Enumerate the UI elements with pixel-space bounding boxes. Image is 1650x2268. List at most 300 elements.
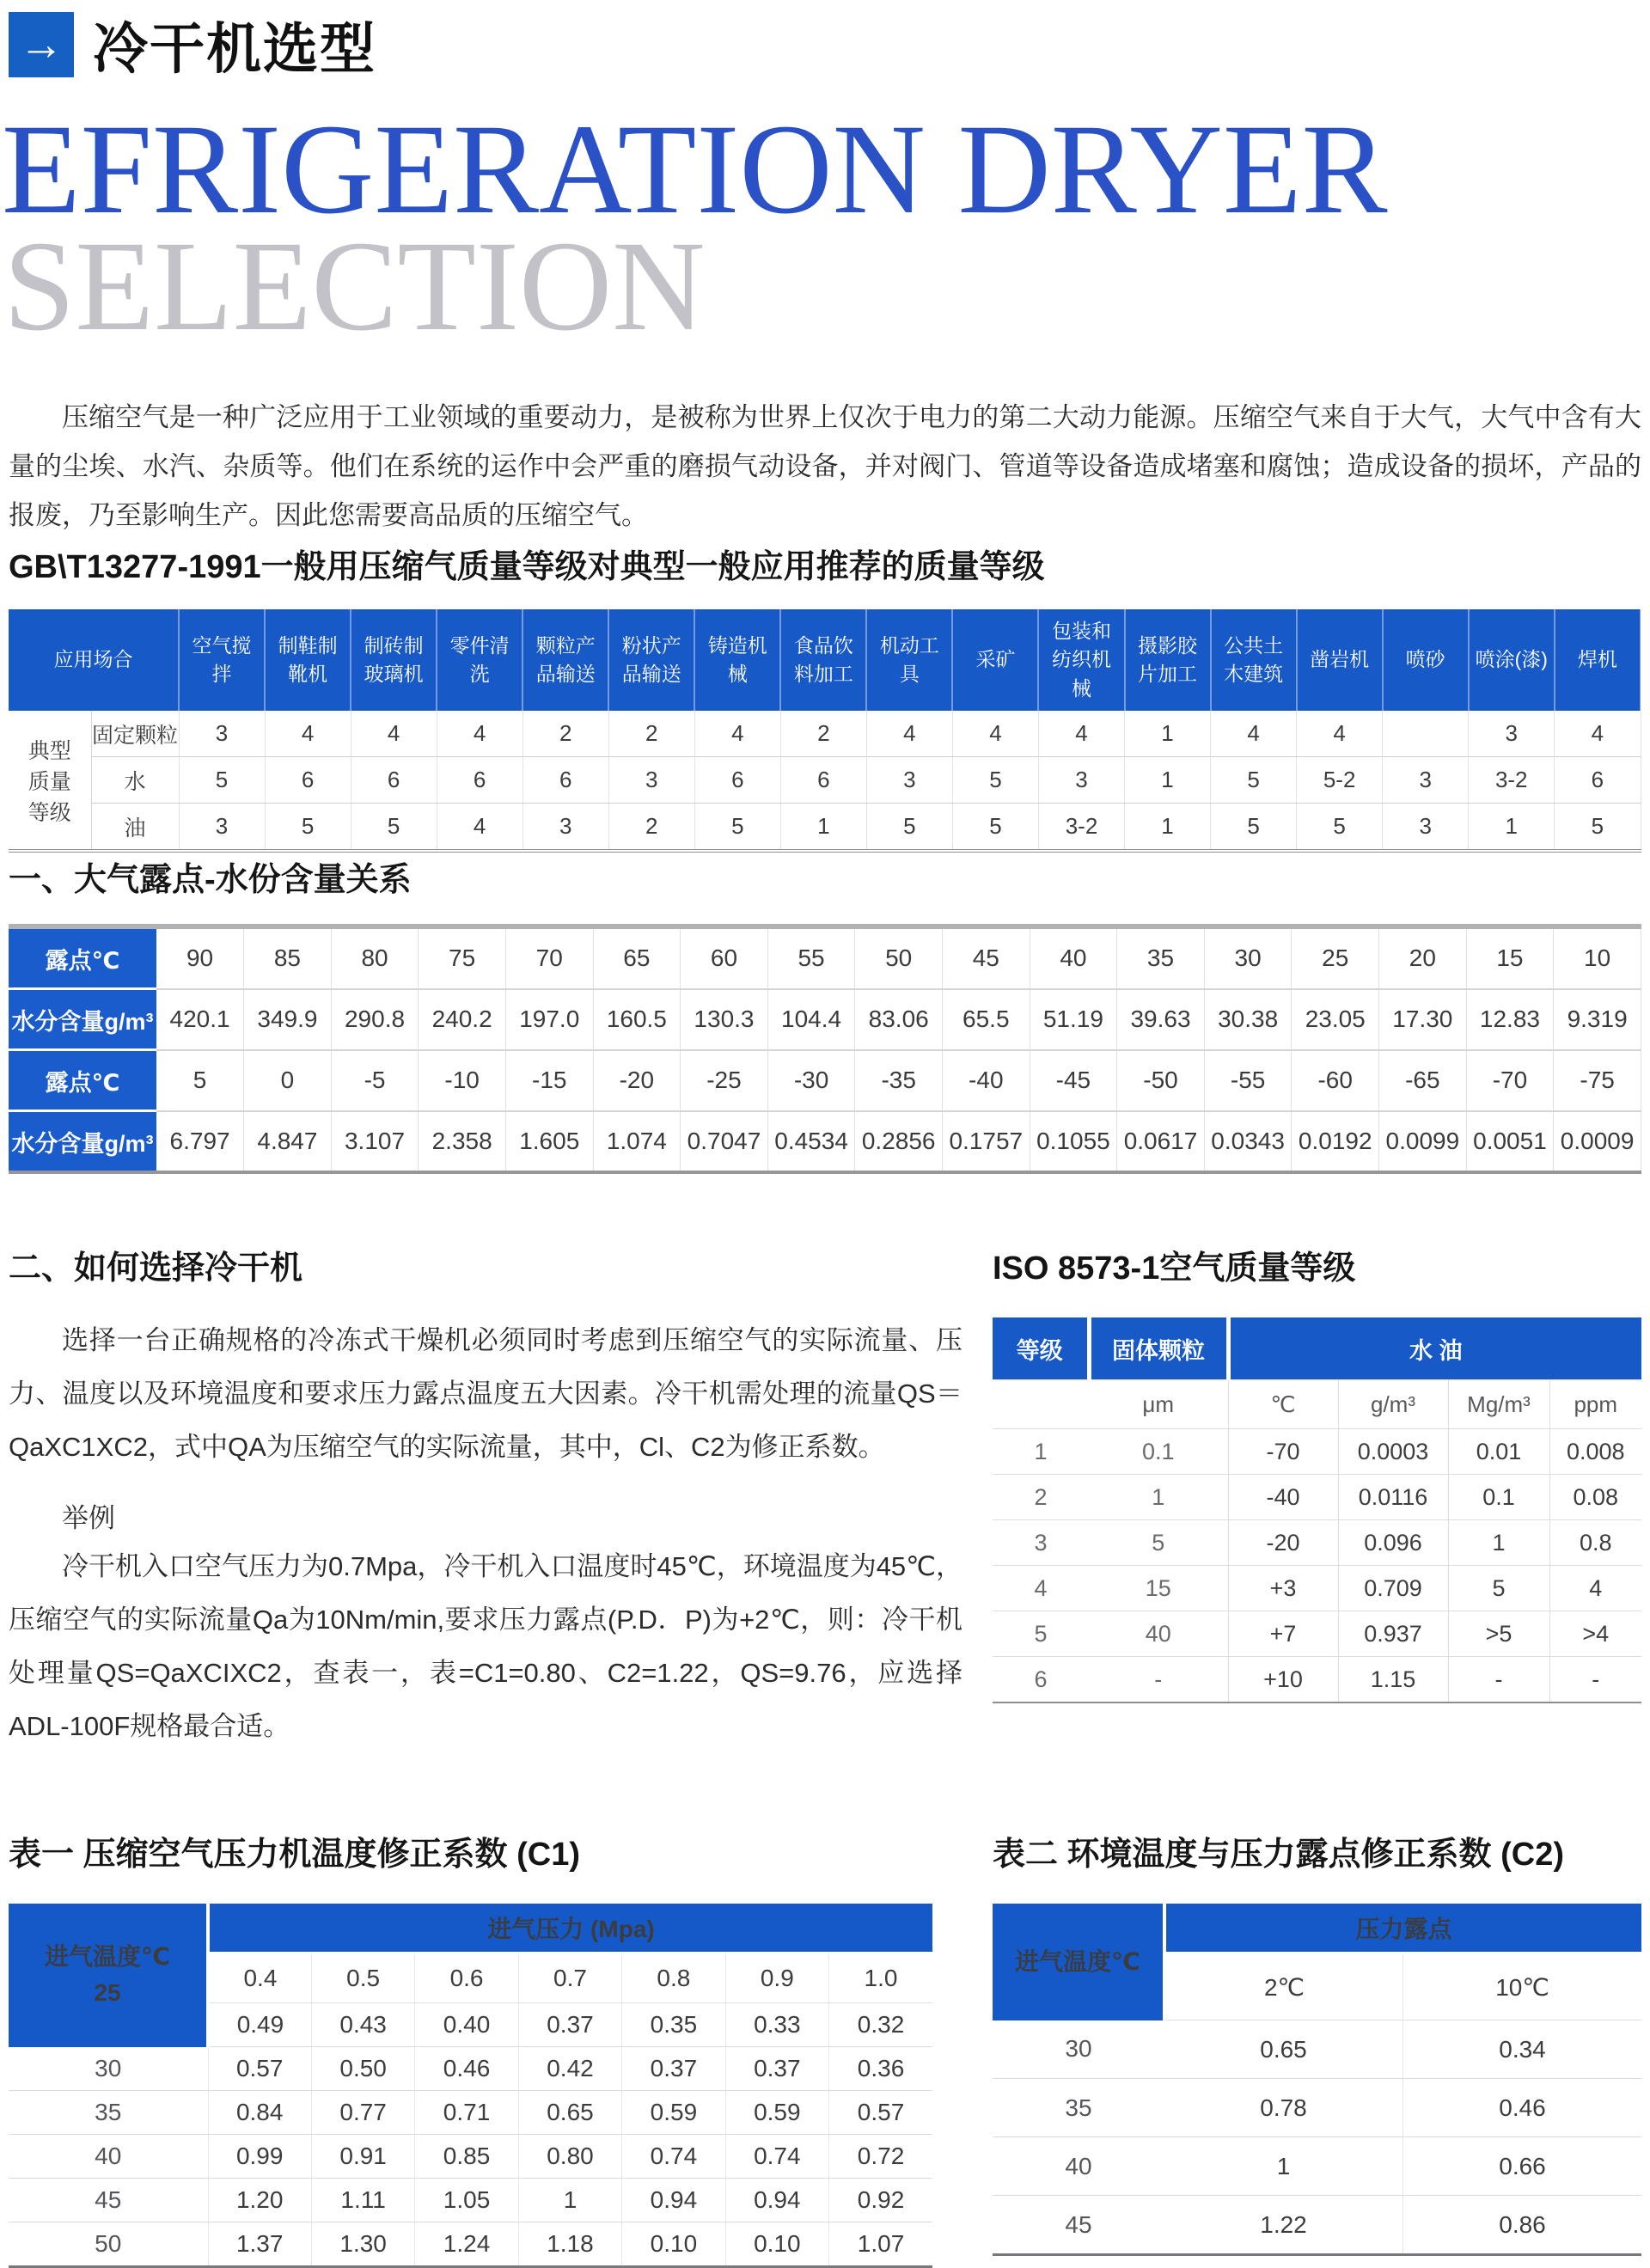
gb-column-header: 摄影胶片加工 bbox=[1125, 609, 1211, 711]
c1-value-cell: 1.24 bbox=[415, 2222, 518, 2267]
page-title-en: EFRIGERATION DRYER bbox=[2, 98, 1388, 241]
gb-value-cell: 3 bbox=[1038, 757, 1124, 804]
table-header-row bbox=[993, 1317, 1641, 1380]
c1-value-cell: 0.74 bbox=[725, 2135, 828, 2179]
inlet-temp-label: 进气温度℃ bbox=[45, 1943, 170, 1971]
dew-value-cell: 420.1 bbox=[156, 989, 244, 1050]
c1-value-cell: 0.32 bbox=[829, 2003, 932, 2047]
iso-value-cell: -40 bbox=[1228, 1475, 1338, 1520]
intro-paragraph: 压缩空气是一种广泛应用于工业领域的重要动力，是被称为世界上仅次于电力的第二大动力能源。压缩空气来自于大气，大气中含有大量的尘埃、水汽、杂质等。他们在系统的运作中会严重的磨损气动设备，并对阀门、管道等设备造成堵塞和腐蚀；造成设备的损坏，产品的报废，乃至影响生产。因此您需要高品质的压缩空气。 bbox=[9, 402, 1641, 530]
gb-column-header: 焊机 bbox=[1555, 609, 1641, 711]
iso-value-cell: 5 bbox=[993, 1611, 1089, 1657]
dew-value-cell: 0.4534 bbox=[767, 1111, 855, 1173]
dew-value-cell: 3.107 bbox=[331, 1111, 419, 1173]
gb-value-cell: 5 bbox=[1211, 757, 1297, 804]
gb-row-group-label: 典型质量等级 bbox=[9, 711, 91, 851]
inlet-pressure-header: 进气压力 (Mpa) bbox=[208, 1904, 932, 1953]
c2-value-cell: 0.34 bbox=[1403, 2020, 1642, 2079]
pressure-value-header: 0.5 bbox=[311, 1953, 414, 2003]
table-row bbox=[993, 1566, 1641, 1611]
howto-column bbox=[9, 1241, 962, 1753]
pressure-value-header: 0.8 bbox=[622, 1953, 725, 2003]
gb-value-cell: 2 bbox=[608, 804, 694, 852]
dew-value-cell: 65.5 bbox=[942, 989, 1030, 1050]
iso-header-grade: 等级 bbox=[993, 1317, 1089, 1380]
gb-value-cell: 1 bbox=[1125, 757, 1211, 804]
dew-value-cell: 30 bbox=[1204, 926, 1292, 989]
gb-value-cell: 1 bbox=[1469, 804, 1555, 852]
gb-value-cell: 4 bbox=[1038, 711, 1124, 757]
iso-units-empty bbox=[993, 1380, 1089, 1429]
table-row bbox=[9, 989, 1641, 1050]
table-row bbox=[9, 2047, 932, 2091]
dew-value-cell: -70 bbox=[1466, 1050, 1554, 1111]
table-row bbox=[9, 757, 1641, 804]
iso-value-cell: 0.937 bbox=[1338, 1611, 1448, 1657]
iso-value-cell: >4 bbox=[1549, 1611, 1641, 1657]
gb-column-header: 食品饮料加工 bbox=[780, 609, 866, 711]
gb-column-header: 制砖制玻璃机 bbox=[351, 609, 437, 711]
c1-value-cell: 0.94 bbox=[725, 2179, 828, 2222]
gb-column-header: 制鞋制靴机 bbox=[265, 609, 351, 711]
c1-value-cell: 0.10 bbox=[725, 2222, 828, 2267]
pressure-value-header: 0.4 bbox=[208, 1953, 311, 2003]
table-row bbox=[993, 2020, 1641, 2079]
dew-value-cell: 1.074 bbox=[593, 1111, 681, 1173]
dew-value-cell: 349.9 bbox=[244, 989, 332, 1050]
dew-value-cell: 197.0 bbox=[505, 989, 593, 1050]
gb-value-cell: 4 bbox=[694, 711, 780, 757]
gb-value-cell: 5 bbox=[866, 804, 952, 852]
dew-value-cell: 85 bbox=[244, 926, 332, 989]
c2-value-cell: 0.66 bbox=[1403, 2137, 1642, 2196]
gb-value-cell: 6 bbox=[265, 757, 351, 804]
c2-value-cell: 0.46 bbox=[1403, 2079, 1642, 2137]
c2-value-cell: 1.22 bbox=[1164, 2196, 1403, 2255]
temp-row-label: 30 bbox=[9, 2047, 208, 2091]
gb-column-header: 机动工具 bbox=[866, 609, 952, 711]
iso-value-cell: -70 bbox=[1228, 1429, 1338, 1475]
temp-row-label: 35 bbox=[993, 2079, 1164, 2137]
table-row bbox=[993, 1475, 1641, 1520]
dewpoint-value-header: 10℃ bbox=[1403, 1953, 1642, 2020]
c1-value-cell: 1.30 bbox=[311, 2222, 414, 2267]
c1-value-cell: 0.46 bbox=[415, 2047, 518, 2091]
dew-value-cell: 50 bbox=[855, 926, 943, 989]
c1-value-cell: 0.37 bbox=[622, 2047, 725, 2091]
iso-value-cell: 0.8 bbox=[1549, 1520, 1641, 1566]
iso-value-cell: +10 bbox=[1228, 1657, 1338, 1703]
gb-column-header: 空气搅拌 bbox=[179, 609, 265, 711]
dew-value-cell: 130.3 bbox=[681, 989, 768, 1050]
c1-value-cell: 0.99 bbox=[208, 2135, 311, 2179]
dew-value-cell: 39.63 bbox=[1117, 989, 1205, 1050]
c1-value-cell: 0.35 bbox=[622, 2003, 725, 2047]
gb-value-cell: 4 bbox=[351, 711, 437, 757]
gb-quality-table bbox=[9, 609, 1641, 853]
table1-column bbox=[9, 1827, 932, 2268]
c1-value-cell: 1.05 bbox=[415, 2179, 518, 2222]
gb-value-cell: 2 bbox=[522, 711, 608, 757]
arrow-glyph: → bbox=[19, 20, 64, 70]
c1-value-cell: 0.74 bbox=[622, 2135, 725, 2179]
iso-value-cell: 6 bbox=[993, 1657, 1089, 1703]
iso-air-quality-table bbox=[993, 1317, 1641, 1703]
temp-row-label: 35 bbox=[9, 2091, 208, 2135]
gb-value-cell: 5-2 bbox=[1297, 757, 1383, 804]
iso-table-title: ISO 8573-1空气质量等级 bbox=[993, 1250, 1356, 1287]
c1-value-cell: 0.92 bbox=[829, 2179, 932, 2222]
gb-value-cell: 4 bbox=[265, 711, 351, 757]
gb-column-header: 采矿 bbox=[952, 609, 1038, 711]
table-row bbox=[9, 926, 1641, 989]
temp-row-label: 40 bbox=[9, 2135, 208, 2179]
dew-value-cell: 4.847 bbox=[244, 1111, 332, 1173]
gb-value-cell: 4 bbox=[866, 711, 952, 757]
table2-title: 表二 环境温度与压力露点修正系数 (C2) bbox=[993, 1837, 1565, 1873]
dew-value-cell: 30.38 bbox=[1204, 989, 1292, 1050]
table2-column bbox=[993, 1827, 1641, 2268]
inlet-temp-header bbox=[9, 1904, 208, 2047]
iso-value-cell: 0.1 bbox=[1089, 1429, 1228, 1475]
gb-value-cell: 4 bbox=[437, 711, 522, 757]
dew-value-cell: 70 bbox=[505, 926, 593, 989]
table-header-row bbox=[993, 1904, 1641, 1953]
iso-value-cell: - bbox=[1549, 1657, 1641, 1703]
dew-value-cell: -25 bbox=[681, 1050, 768, 1111]
table-row bbox=[993, 1429, 1641, 1475]
gb-value-cell: 5 bbox=[694, 804, 780, 852]
dew-value-cell: 0.7047 bbox=[681, 1111, 768, 1173]
dew-value-cell: 51.19 bbox=[1030, 989, 1117, 1050]
gb-value-cell: 5 bbox=[952, 757, 1038, 804]
iso-unit-cell: μm bbox=[1089, 1380, 1228, 1429]
dew-value-cell: 0.1055 bbox=[1030, 1111, 1117, 1173]
c1-value-cell: 0.37 bbox=[725, 2047, 828, 2091]
iso-value-cell: 4 bbox=[993, 1566, 1089, 1611]
bottom-section bbox=[9, 1827, 1641, 2268]
gb-value-cell: 4 bbox=[952, 711, 1038, 757]
table-row bbox=[993, 2196, 1641, 2255]
dew-value-cell: 90 bbox=[156, 926, 244, 989]
gb-value-cell: 2 bbox=[780, 711, 866, 757]
c1-value-cell: 0.91 bbox=[311, 2135, 414, 2179]
c1-value-cell: 0.84 bbox=[208, 2091, 311, 2135]
section2-paragraph: 选择一台正确规格的冷冻式干燥机必须同时考虑到压缩空气的实际流量、压力、温度以及环境温度和要求压力露点温度五大因素。冷干机需处理的流量QS＝QaXC1XC2，式中QA为压缩空气的实际流量，其中，Cl、C2为修正系数。 bbox=[9, 1325, 962, 1462]
gb-value-cell: 4 bbox=[1555, 711, 1641, 757]
dew-value-cell: -75 bbox=[1554, 1050, 1641, 1111]
iso-value-cell: 1 bbox=[993, 1429, 1089, 1475]
temp-row-label: 30 bbox=[993, 2020, 1164, 2079]
gb-value-cell: 6 bbox=[1555, 757, 1641, 804]
iso-column bbox=[993, 1241, 1641, 1753]
gb-row-label: 水 bbox=[91, 757, 179, 804]
c1-value-cell: 1 bbox=[518, 2179, 621, 2222]
example-paragraph: 冷干机入口空气压力为0.7Mpa，冷干机入口温度时45℃，环境温度为45℃，压缩空气的实际流量Qa为10Nm/min,要求压力露点(P.D．P)为+2℃，则：冷干机处理量QS=QaXCIXC2，查表一，表=C1=0.80、C2=1.22，QS=9.76，应选择ADL-100F规格最合适。 bbox=[9, 1551, 962, 1741]
pressure-dewpoint-header: 压力露点 bbox=[1164, 1904, 1641, 1953]
dew-row-label: 露点℃ bbox=[9, 926, 156, 989]
dew-value-cell: 6.797 bbox=[156, 1111, 244, 1173]
iso-value-cell: 0.01 bbox=[1448, 1429, 1549, 1475]
temp-row-label: 50 bbox=[9, 2222, 208, 2267]
iso-value-cell: 5 bbox=[1448, 1566, 1549, 1611]
iso-unit-cell: Mg/m³ bbox=[1448, 1380, 1549, 1429]
dew-value-cell: -65 bbox=[1379, 1050, 1467, 1111]
dew-value-cell: 0.0099 bbox=[1379, 1111, 1467, 1173]
table-row bbox=[9, 711, 1641, 757]
iso-value-cell: 0.08 bbox=[1549, 1475, 1641, 1520]
gb-row-label: 油 bbox=[91, 804, 179, 852]
gb-value-cell: 5 bbox=[179, 757, 265, 804]
c1-value-cell: 0.37 bbox=[518, 2003, 621, 2047]
dew-value-cell: -10 bbox=[419, 1050, 506, 1111]
gb-value-cell: 2 bbox=[608, 711, 694, 757]
table-row bbox=[993, 2079, 1641, 2137]
c1-value-cell: 0.94 bbox=[622, 2179, 725, 2222]
table-row bbox=[993, 1611, 1641, 1657]
iso-value-cell: -20 bbox=[1228, 1520, 1338, 1566]
c1-value-cell: 0.72 bbox=[829, 2135, 932, 2179]
dew-value-cell: 60 bbox=[681, 926, 768, 989]
iso-value-cell: - bbox=[1089, 1657, 1228, 1703]
c1-value-cell: 0.85 bbox=[415, 2135, 518, 2179]
gb-value-cell: 6 bbox=[437, 757, 522, 804]
iso-value-cell: 3 bbox=[993, 1520, 1089, 1566]
gb-value-cell bbox=[1383, 711, 1469, 757]
dew-value-cell: 65 bbox=[593, 926, 681, 989]
gb-value-cell: 4 bbox=[1297, 711, 1383, 757]
dew-value-cell: 10 bbox=[1554, 926, 1641, 989]
c1-value-cell: 0.59 bbox=[622, 2091, 725, 2135]
gb-table-title: GB\T13277-1991一般用压缩气质量等级对典型一般应用推荐的质量等级 bbox=[9, 549, 1045, 585]
iso-value-cell: 0.008 bbox=[1549, 1429, 1641, 1475]
c1-value-cell: 1.07 bbox=[829, 2222, 932, 2267]
iso-value-cell: 1 bbox=[1448, 1520, 1549, 1566]
pressure-value-header: 0.9 bbox=[725, 1953, 828, 2003]
iso-value-cell: 0.0116 bbox=[1338, 1475, 1448, 1520]
c1-value-cell: 0.49 bbox=[208, 2003, 311, 2047]
c2-value-cell: 0.78 bbox=[1164, 2079, 1403, 2137]
dew-value-cell: 240.2 bbox=[419, 989, 506, 1050]
gb-value-cell: 1 bbox=[1125, 711, 1211, 757]
section2-title: 二、如何选择冷干机 bbox=[9, 1250, 303, 1287]
dew-value-cell: 80 bbox=[331, 926, 419, 989]
iso-value-cell: +7 bbox=[1228, 1611, 1338, 1657]
table-row bbox=[993, 2137, 1641, 2196]
gb-value-cell: 3 bbox=[179, 711, 265, 757]
gb-value-cell: 1 bbox=[780, 804, 866, 852]
dew-value-cell: 0.2856 bbox=[855, 1111, 943, 1173]
gb-value-cell: 5 bbox=[952, 804, 1038, 852]
dew-value-cell: 55 bbox=[767, 926, 855, 989]
iso-value-cell: 1.15 bbox=[1338, 1657, 1448, 1703]
table-header-row bbox=[9, 1904, 932, 1953]
dew-value-cell: -30 bbox=[767, 1050, 855, 1111]
c1-value-cell: 0.57 bbox=[829, 2091, 932, 2135]
iso-value-cell: 40 bbox=[1089, 1611, 1228, 1657]
dew-value-cell: 83.06 bbox=[855, 989, 943, 1050]
c1-value-cell: 1.37 bbox=[208, 2222, 311, 2267]
table-row bbox=[9, 2179, 932, 2222]
table-row bbox=[9, 1111, 1641, 1173]
gb-value-cell: 3 bbox=[1383, 804, 1469, 852]
dew-row-label: 露点℃ bbox=[9, 1050, 156, 1111]
gb-value-cell: 3-2 bbox=[1469, 757, 1555, 804]
arrow-icon bbox=[9, 12, 74, 77]
iso-value-cell: 2 bbox=[993, 1475, 1089, 1520]
table-row bbox=[9, 1050, 1641, 1111]
gb-value-cell: 3 bbox=[179, 804, 265, 852]
c2-value-cell: 0.86 bbox=[1403, 2196, 1642, 2255]
page-title-en-line2: SELECTION bbox=[3, 215, 706, 358]
pressure-value-header: 0.6 bbox=[415, 1953, 518, 2003]
gb-value-cell: 5 bbox=[1297, 804, 1383, 852]
dew-row-label: 水分含量g/m³ bbox=[9, 989, 156, 1050]
c1-value-cell: 0.10 bbox=[622, 2222, 725, 2267]
dew-value-cell: 2.358 bbox=[419, 1111, 506, 1173]
gb-value-cell: 5 bbox=[351, 804, 437, 852]
iso-value-cell: 1 bbox=[1089, 1475, 1228, 1520]
dew-value-cell: -5 bbox=[331, 1050, 419, 1111]
c2-value-cell: 1 bbox=[1164, 2137, 1403, 2196]
gb-column-header: 粉状产品输送 bbox=[608, 609, 694, 711]
dew-value-cell: -35 bbox=[855, 1050, 943, 1111]
temp-row-label: 45 bbox=[993, 2196, 1164, 2255]
iso-value-cell: 15 bbox=[1089, 1566, 1228, 1611]
inlet-temp-first-value: 25 bbox=[94, 1979, 121, 2007]
c1-value-cell: 0.42 bbox=[518, 2047, 621, 2091]
table-header-row bbox=[9, 609, 1641, 711]
gb-column-header: 公共土木建筑 bbox=[1211, 609, 1297, 711]
dewpoint-value-header: 2℃ bbox=[1164, 1953, 1403, 2020]
dew-value-cell: 40 bbox=[1030, 926, 1117, 989]
gb-value-cell: 5 bbox=[265, 804, 351, 852]
gb-column-header: 颗粒产品输送 bbox=[522, 609, 608, 711]
gb-column-header: 凿岩机 bbox=[1297, 609, 1383, 711]
dew-value-cell: -60 bbox=[1292, 1050, 1379, 1111]
dew-value-cell: 23.05 bbox=[1292, 989, 1379, 1050]
pressure-value-header: 0.7 bbox=[518, 1953, 621, 2003]
iso-value-cell: 0.096 bbox=[1338, 1520, 1448, 1566]
c1-value-cell: 0.59 bbox=[725, 2091, 828, 2135]
iso-header-water-oil: 水 油 bbox=[1228, 1317, 1641, 1380]
example-label: 举例 bbox=[62, 1503, 115, 1533]
dew-value-cell: 0.0051 bbox=[1466, 1111, 1554, 1173]
c1-value-cell: 1.11 bbox=[311, 2179, 414, 2222]
iso-unit-cell: g/m³ bbox=[1338, 1380, 1448, 1429]
c1-value-cell: 0.33 bbox=[725, 2003, 828, 2047]
dew-value-cell: 35 bbox=[1117, 926, 1205, 989]
gb-value-cell: 3-2 bbox=[1038, 804, 1124, 852]
table-row bbox=[993, 1380, 1641, 1429]
dew-value-cell: 9.319 bbox=[1554, 989, 1641, 1050]
dew-value-cell: -45 bbox=[1030, 1050, 1117, 1111]
iso-value-cell: 0.0003 bbox=[1338, 1429, 1448, 1475]
gb-value-cell: 5 bbox=[1555, 804, 1641, 852]
table-row bbox=[9, 2135, 932, 2179]
c1-value-cell: 1.20 bbox=[208, 2179, 311, 2222]
dew-value-cell: 75 bbox=[419, 926, 506, 989]
c1-value-cell: 1.18 bbox=[518, 2222, 621, 2267]
dew-value-cell: -20 bbox=[593, 1050, 681, 1111]
dew-value-cell: 0.0617 bbox=[1117, 1111, 1205, 1173]
c1-value-cell: 0.43 bbox=[311, 2003, 414, 2047]
dew-value-cell: 290.8 bbox=[331, 989, 419, 1050]
temp-row-label: 45 bbox=[9, 2179, 208, 2222]
dew-value-cell: 15 bbox=[1466, 926, 1554, 989]
dew-value-cell: -55 bbox=[1204, 1050, 1292, 1111]
iso-value-cell: >5 bbox=[1448, 1611, 1549, 1657]
dew-value-cell: 17.30 bbox=[1379, 989, 1467, 1050]
c1-value-cell: 0.80 bbox=[518, 2135, 621, 2179]
middle-section bbox=[9, 1241, 1641, 1753]
iso-value-cell: - bbox=[1448, 1657, 1549, 1703]
iso-value-cell: 0.1 bbox=[1448, 1475, 1549, 1520]
pressure-value-header: 1.0 bbox=[829, 1953, 932, 2003]
dew-value-cell: 5 bbox=[156, 1050, 244, 1111]
dew-value-cell: 160.5 bbox=[593, 989, 681, 1050]
dew-value-cell: 0.0192 bbox=[1292, 1111, 1379, 1173]
gb-value-cell: 4 bbox=[437, 804, 522, 852]
dewpoint-moisture-table bbox=[9, 924, 1641, 1174]
gb-value-cell: 3 bbox=[866, 757, 952, 804]
dew-value-cell: 0.0343 bbox=[1204, 1111, 1292, 1173]
gb-column-header: 喷砂 bbox=[1383, 609, 1469, 711]
gb-value-cell: 6 bbox=[694, 757, 780, 804]
dew-value-cell: -50 bbox=[1117, 1050, 1205, 1111]
gb-value-cell: 3 bbox=[1469, 711, 1555, 757]
c2-value-cell: 0.65 bbox=[1164, 2020, 1403, 2079]
dew-value-cell: 104.4 bbox=[767, 989, 855, 1050]
dew-value-cell: 12.83 bbox=[1466, 989, 1554, 1050]
iso-value-cell: 4 bbox=[1549, 1566, 1641, 1611]
iso-unit-cell: ℃ bbox=[1228, 1380, 1338, 1429]
c2-correction-table bbox=[993, 1904, 1641, 2256]
page-title-cn: 冷干机选型 bbox=[93, 18, 376, 80]
gb-value-cell: 3 bbox=[608, 757, 694, 804]
table-row bbox=[993, 1657, 1641, 1703]
c1-correction-table bbox=[9, 1904, 932, 2268]
dew-value-cell: -40 bbox=[942, 1050, 1030, 1111]
c1-value-cell: 0.50 bbox=[311, 2047, 414, 2091]
gb-value-cell: 6 bbox=[522, 757, 608, 804]
iso-value-cell: 5 bbox=[1089, 1520, 1228, 1566]
iso-value-cell: 0.709 bbox=[1338, 1566, 1448, 1611]
gb-value-cell: 3 bbox=[522, 804, 608, 852]
dew-value-cell: 25 bbox=[1292, 926, 1379, 989]
c1-value-cell: 0.57 bbox=[208, 2047, 311, 2091]
dew-value-cell: 0 bbox=[244, 1050, 332, 1111]
section1-title: 一、大气露点-水份含量关系 bbox=[9, 862, 412, 898]
gb-corner-header: 应用场合 bbox=[9, 609, 179, 711]
table-row bbox=[9, 2091, 932, 2135]
gb-column-header: 铸造机械 bbox=[694, 609, 780, 711]
gb-column-header: 包装和纺织机械 bbox=[1038, 609, 1124, 711]
dew-value-cell: 0.1757 bbox=[942, 1111, 1030, 1173]
c1-value-cell: 0.36 bbox=[829, 2047, 932, 2091]
gb-value-cell: 4 bbox=[1211, 711, 1297, 757]
gb-value-cell: 5 bbox=[1211, 804, 1297, 852]
gb-value-cell: 6 bbox=[351, 757, 437, 804]
dew-row-label: 水分含量g/m³ bbox=[9, 1111, 156, 1173]
gb-column-header: 喷涂(漆) bbox=[1469, 609, 1555, 711]
dew-value-cell: 0.0009 bbox=[1554, 1111, 1641, 1173]
gb-value-cell: 6 bbox=[780, 757, 866, 804]
dew-value-cell: -15 bbox=[505, 1050, 593, 1111]
gb-value-cell: 3 bbox=[1383, 757, 1469, 804]
c1-value-cell: 0.71 bbox=[415, 2091, 518, 2135]
c1-value-cell: 0.40 bbox=[415, 2003, 518, 2047]
